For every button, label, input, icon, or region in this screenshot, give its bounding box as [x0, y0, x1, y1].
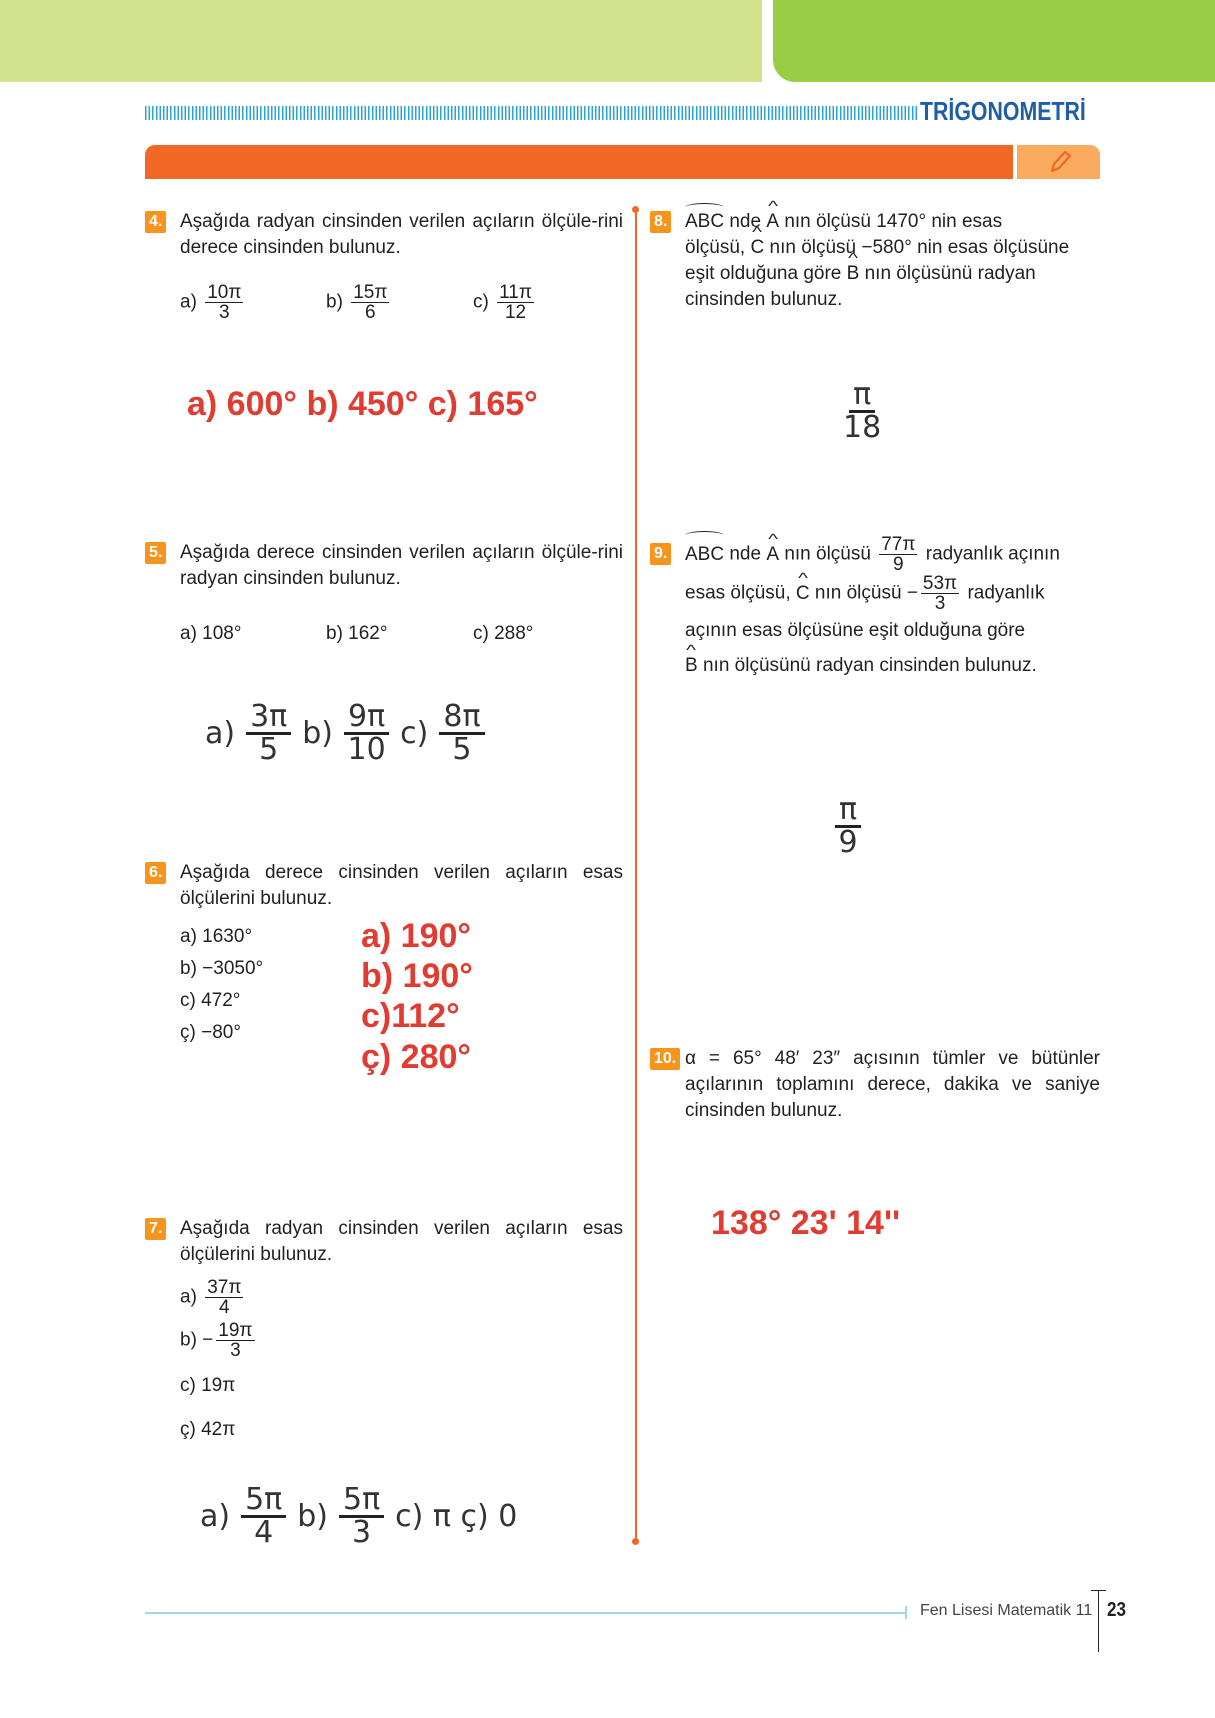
- q5-option-c: c) 288°: [473, 623, 534, 644]
- q7-option-a: a) $\frac{37\pi}{4}$: [180, 1277, 242, 1318]
- question-text: Aşağıda radyan cinsinden verilen açıların esas ölçülerini bulunuz.: [180, 1218, 623, 1265]
- pencil-icon: [1044, 147, 1074, 177]
- question-number: 4.: [145, 211, 166, 233]
- question-4: [145, 209, 623, 261]
- q5-answer: a) $\frac{3\pi}{5}$ b) $\frac{9\pi}{10}$ c) $\frac{8\pi}{5}$: [205, 702, 488, 765]
- footer-rule-end: [905, 1606, 907, 1619]
- q7-option-b: b) − $\frac{19\pi}{3}$: [180, 1320, 253, 1361]
- q7-option-cc: ç) 42π: [180, 1419, 236, 1440]
- q8-answer: $\frac{\pi}{18}$: [843, 377, 882, 445]
- q6-option-b: b) −3050°: [180, 958, 264, 979]
- question-6: [145, 860, 623, 912]
- chapter-title: TRİGONOMETRİ: [920, 96, 1086, 126]
- q6-answer-cc: ç) 280°: [361, 1038, 472, 1076]
- footer-rule: [145, 1612, 905, 1614]
- question-text: Aşağıda derece cinsinden verilen açıların ölçüle-rini radyan cinsinden bulunuz.: [180, 542, 623, 589]
- divider-dot-top: [632, 206, 639, 213]
- q6-answer-a: a) 190°: [361, 917, 472, 955]
- divider-dot-bottom: [632, 1538, 639, 1545]
- q6-answer-b: b) 190°: [361, 957, 473, 995]
- q7-option-c: c) 19π: [180, 1375, 236, 1396]
- q6-option-cc: ç) −80°: [180, 1022, 241, 1043]
- header-band-dark: [773, 0, 1215, 82]
- q4-option-a: a) $\frac{10\pi}{3}$: [180, 282, 242, 323]
- question-number: 7.: [145, 1218, 166, 1240]
- page-divider: [1098, 1590, 1099, 1652]
- pencil-tab: [1017, 145, 1100, 179]
- page-number: 23: [1107, 1599, 1126, 1621]
- column-divider: [635, 210, 637, 1542]
- q7-answer: a) $\frac{5\pi}{4}$ b) $\frac{5\pi}{3}$ c) π ç) 0: [200, 1482, 518, 1550]
- book-title: Fen Lisesi Matematik 11: [920, 1602, 1093, 1619]
- q4-answer: a) 600° b) 450° c) 165°: [187, 385, 538, 423]
- question-7: [145, 1216, 623, 1268]
- question-9: 9. ABC nde ^ A nın ölçüsü $\frac{77\pi}{9}$ radyanlık açının esas ölçüsü, ^ C nın ölçüsü − $\frac{53\pi}{3}$ radyanlık açının esas ölçüsüne eşit olduğuna göre ^ B nın ölçüsünü radyan cinsinden bulunuz.: [650, 535, 1100, 683]
- q5-option-b: b) 162°: [326, 623, 388, 644]
- dotted-rule: [145, 106, 917, 120]
- q6-answer-c: c)112°: [361, 997, 460, 1035]
- question-number: 5.: [145, 542, 166, 564]
- section-bar: [145, 145, 1013, 179]
- question-10: [650, 1046, 1100, 1124]
- q6-option-c: c) 472°: [180, 990, 241, 1011]
- page-divider-cap: [1091, 1590, 1106, 1591]
- question-number: 6.: [145, 862, 166, 884]
- q6-option-a: a) 1630°: [180, 926, 253, 947]
- question-5: [145, 540, 623, 592]
- header-band-light: [0, 0, 762, 82]
- question-8: 8. ABC nde ^ A nın ölçüsü 1470° nin esas ölçüsü, ^ C nın ölçüsü −580° nin esas ölçüsüne eşit olduğuna göre ^ B nın ölçüsünü radyan cinsinden bulunuz.: [650, 209, 1100, 313]
- question-number: 8.: [650, 211, 671, 233]
- q4-option-b: b) $\frac{15\pi}{6}$: [326, 282, 388, 323]
- q5-option-a: a) 108°: [180, 623, 242, 644]
- q10-answer: 138° 23' 14'': [711, 1204, 901, 1242]
- question-text: Aşağıda derece cinsinden verilen açıların esas ölçülerini bulunuz.: [180, 862, 623, 909]
- q9-answer: $\frac{\pi}{9}$: [832, 795, 864, 858]
- question-number: 9.: [650, 543, 671, 565]
- q4-option-c: c) $\frac{11\pi}{12}$: [473, 282, 532, 323]
- question-text: α = 65° 48′ 23″ açısının tümler ve bütünler açılarının toplamını derece, dakika ve saniye cinsinden bulunuz.: [685, 1048, 1100, 1121]
- question-number: 10.: [650, 1048, 680, 1070]
- question-text: Aşağıda radyan cinsinden verilen açıların ölçüle-rini derece cinsinden bulunuz.: [180, 211, 623, 258]
